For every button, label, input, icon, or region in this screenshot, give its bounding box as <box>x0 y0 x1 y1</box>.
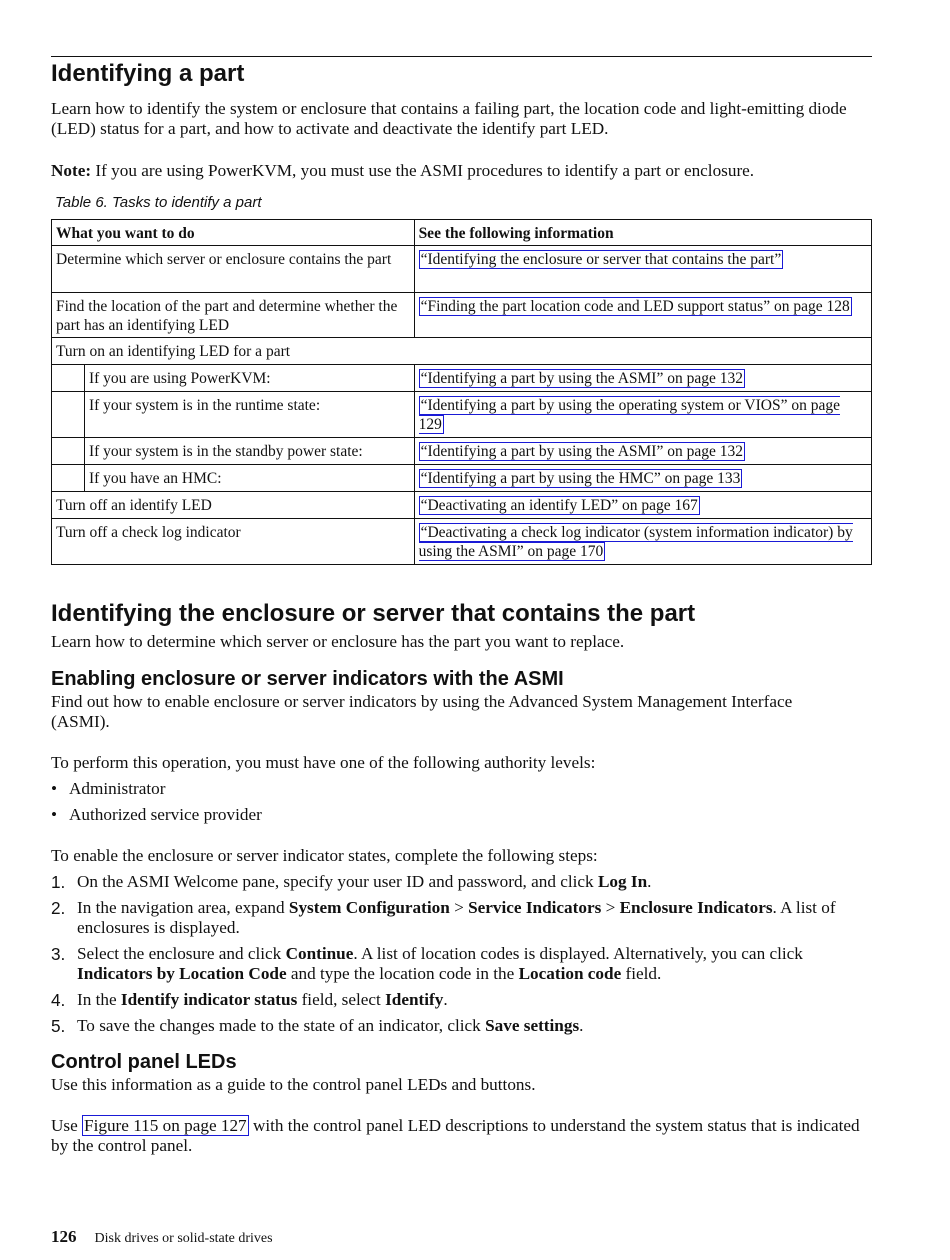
step-bold: Location code <box>518 964 622 983</box>
paragraph-text: Use <box>51 1116 83 1135</box>
link-identify-hmc[interactable]: “Identifying a part by using the HMC” on page 133 <box>420 470 741 487</box>
link-identify-os-vios[interactable]: “Identifying a part by using the operating system or VIOS” on page 129 <box>418 397 840 433</box>
table-cell-link <box>414 519 871 565</box>
link-deactivate-identify-led[interactable]: “Deactivating an identify LED” on page 167 <box>420 497 698 514</box>
table-cell-link <box>414 293 871 338</box>
table-cell-task: Turn off a check log indicator <box>52 519 415 565</box>
link-identify-asmi-standby[interactable]: “Identifying a part by using the ASMI” on page 132 <box>420 443 743 460</box>
section-title-control-panel-leds: Control panel LEDs <box>51 1051 237 1073</box>
link-identify-asmi[interactable]: “Identifying a part by using the ASMI” on page 132 <box>420 370 743 387</box>
step-text: field. <box>621 964 662 983</box>
step-text: . <box>579 1016 584 1035</box>
table-indent-cell <box>52 438 85 465</box>
step-text: . <box>647 872 652 891</box>
step-bold: Service Indicators <box>468 898 602 917</box>
table-cell-task: If you are using PowerKVM: <box>84 365 414 392</box>
link-deactivate-check-log[interactable]: “Deactivating a check log indicator (system information indicator) by using the ASMI” on page 170 <box>418 524 853 560</box>
section4-paragraph <box>51 1116 871 1156</box>
step-number: 3. <box>51 944 66 964</box>
table-row <box>52 293 872 338</box>
section2-intro: Learn how to determine which server or enclosure has the part you want to replace. <box>51 632 625 651</box>
step-text: In the navigation area, expand <box>77 898 289 917</box>
section-title-identifying-enclosure: Identifying the enclosure or server that contains the part <box>51 600 696 627</box>
note-label: Note: <box>51 161 92 180</box>
step-number: 1. <box>51 872 66 892</box>
table-header-task: What you want to do <box>52 220 415 246</box>
step-text: > <box>601 898 620 917</box>
step-item <box>51 1016 867 1042</box>
table-caption: Table 6. Tasks to identify a part <box>55 194 262 211</box>
paragraph-text: with the control panel LED descriptions to understand the system status that is indicated by the control panel. <box>51 1116 860 1155</box>
step-item <box>51 872 867 898</box>
step-text: In the <box>77 990 121 1009</box>
step-bold: Indicators by Location Code <box>77 964 287 983</box>
section4-intro: Use this information as a guide to the control panel LEDs and buttons. <box>51 1075 536 1094</box>
table-cell-task: Find the location of the part and determine whether the part has an identifying LED <box>52 293 415 338</box>
authority-level: Authorized service provider <box>69 805 262 824</box>
footer <box>51 1227 273 1247</box>
step-item <box>51 990 867 1016</box>
step-bold: Enclosure Indicators <box>619 898 773 917</box>
table-cell-link <box>414 492 871 519</box>
authority-intro: To perform this operation, you must have one of the following authority levels: <box>51 753 596 772</box>
table-row <box>52 246 872 293</box>
step-bold: Identify <box>385 990 444 1009</box>
step-text: Select the enclosure and click <box>77 944 286 963</box>
table-row <box>52 365 872 392</box>
step-text: > <box>449 898 469 917</box>
step-text: . A list of location codes is displayed. Alternatively, you can click <box>353 944 803 963</box>
step-number: 5. <box>51 1016 66 1036</box>
link-identifying-enclosure[interactable]: “Identifying the enclosure or server that contains the part” <box>420 251 782 268</box>
steps-list <box>51 872 867 1042</box>
book-title: Disk drives or solid-state drives <box>94 1231 273 1246</box>
top-rule <box>51 56 872 57</box>
table-indent-cell <box>52 392 85 438</box>
section-title-identifying-a-part: Identifying a part <box>51 60 245 87</box>
authority-level: Administrator <box>69 779 166 798</box>
step-item <box>51 898 867 944</box>
table-indent-cell <box>52 365 85 392</box>
steps-intro: To enable the enclosure or server indicator states, complete the following steps: <box>51 846 598 865</box>
step-bold: Identify indicator status <box>120 990 298 1009</box>
table-cell-task: Turn off an identify LED <box>52 492 415 519</box>
step-number: 2. <box>51 898 66 918</box>
list-item: • Authorized service provider <box>51 805 262 824</box>
step-text: field, select <box>297 990 386 1009</box>
step-text: . <box>443 990 448 1009</box>
section1-intro: Learn how to identify the system or enclosure that contains a failing part, the location code and light-emitting diode (LED) status for a part, and how to activate and deactivate the identify part LED. <box>51 99 847 138</box>
section3-intro: Find out how to enable enclosure or server indicators by using the Advanced System Management Interface (ASMI). <box>51 692 793 731</box>
table-cell-task: If your system is in the standby power state: <box>84 438 414 465</box>
section-title-enabling-indicators: Enabling enclosure or server indicators with the ASMI <box>51 668 564 690</box>
table-cell-link <box>414 246 871 293</box>
table-cell-task: Determine which server or enclosure contains the part <box>52 246 415 293</box>
table-row <box>52 465 872 492</box>
note-text: If you are using PowerKVM, you must use the ASMI procedures to identify a part or enclosure. <box>95 161 755 180</box>
table-cell-link <box>414 465 871 492</box>
table-cell-task: If your system is in the runtime state: <box>84 392 414 438</box>
table-header-info: See the following information <box>414 220 871 246</box>
table-cell-link <box>414 438 871 465</box>
table-cell-link <box>414 392 871 438</box>
tasks-table <box>51 219 872 565</box>
table-header-row <box>52 220 872 246</box>
table-cell-task: Turn on an identifying LED for a part <box>52 338 872 365</box>
step-bold: Save settings <box>485 1016 580 1035</box>
step-text: On the ASMI Welcome pane, specify your user ID and password, and click <box>77 872 598 891</box>
authority-list <box>51 779 871 831</box>
link-finding-location-code[interactable]: “Finding the part location code and LED support status” on page 128 <box>420 298 850 315</box>
table-cell-link <box>414 365 871 392</box>
step-text: and type the location code in the <box>286 964 519 983</box>
step-number: 4. <box>51 990 66 1010</box>
step-bold: System Configuration <box>288 898 450 917</box>
table-row <box>52 519 872 565</box>
step-text: . A list of enclosures is displayed. <box>77 898 836 937</box>
step-bold: Continue <box>285 944 354 963</box>
table-indent-cell <box>52 465 85 492</box>
table-cell-task: If you have an HMC: <box>84 465 414 492</box>
step-item <box>51 944 867 990</box>
link-figure-115[interactable]: Figure 115 on page 127 <box>84 1116 247 1135</box>
table-row <box>52 338 872 365</box>
list-item: • Administrator <box>51 779 166 798</box>
step-bold: Log In <box>597 872 648 891</box>
note <box>51 161 871 181</box>
page-number: 126 <box>51 1227 77 1246</box>
step-text: To save the changes made to the state of an indicator, click <box>77 1016 486 1035</box>
table-row <box>52 492 872 519</box>
table-row <box>52 438 872 465</box>
table-row <box>52 392 872 438</box>
